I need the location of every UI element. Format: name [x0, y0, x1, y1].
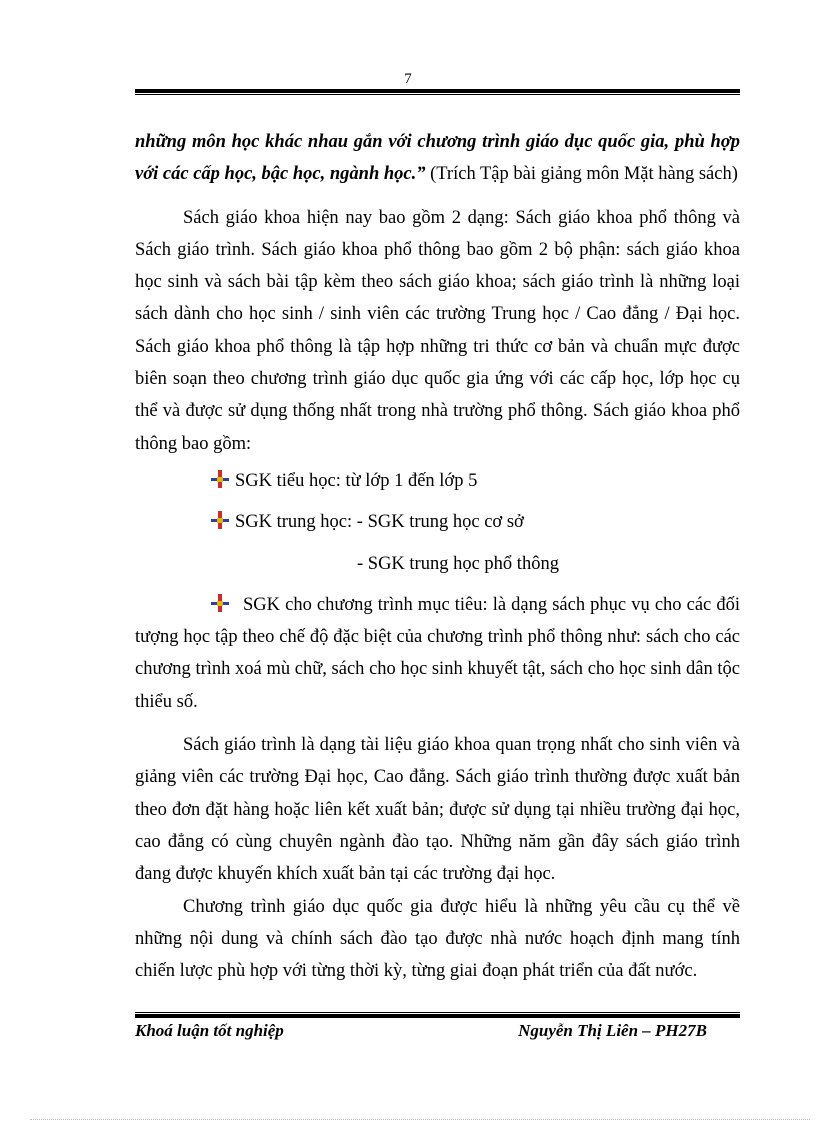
footer-rule-thick: [135, 1014, 740, 1018]
quote-citation: (Trích Tập bài giảng môn Mặt hàng sách): [425, 164, 738, 185]
page-footer: [135, 1021, 740, 1041]
bullet-text: SGK cho chương trình mục tiêu: là dạng sách phục vụ cho các đối tượng học tập theo chế độ đặc biệt của chương trình phổ thông như: sách cho các chương trình xoá mù chữ, sách cho học sinh khuyết tật, sách cho học sinh dân tộc thiểu số.: [135, 594, 740, 712]
bullet-subitem-high-school: - SGK trung học phổ thông: [357, 553, 559, 574]
paragraph-textbook-types: Sách giáo khoa hiện nay bao gồm 2 dạng: Sách giáo khoa phổ thông và Sách giáo trình. Sách giáo khoa phổ thông bao gồm 2 bộ phận: sách giáo khoa học sinh và sách bài tập kèm theo sách giáo khoa; sách giáo trình là những loại sách dành cho học sinh / sinh viên các trường Trung học / Cao đẳng / Đại học. Sách giáo khoa phổ thông là tập hợp những tri thức cơ bản và chuẩn mực được biên soạn theo chương trình giáo dục quốc gia ứng với các cấp học, lớp học cụ thể và được sử dụng thống nhất trong nhà trường phổ thông. Sách giáo khoa phổ thông bao gồm:: [135, 207, 740, 454]
plus-bullet-icon: [211, 511, 229, 529]
paragraph-national-curriculum: Chương trình giáo dục quốc gia được hiểu là những yêu cầu cụ thể về những nội dung và chính sách đào tạo được nhà nước hoạch định mang tính chiến lược phù hợp với từng thời kỳ, từng giai đoạn phát triển của đất nước.: [135, 896, 740, 982]
bullet-text: SGK trung học: - SGK trung học cơ sở: [235, 512, 524, 533]
plus-bullet-icon: [211, 470, 229, 488]
page-number: 7: [404, 71, 412, 87]
bullet-item-primary: [135, 465, 740, 497]
quote-text: những môn học khác nhau gắn với chương trình giáo dục quốc gia, phù hợp với các cấp học, bậc học, ngành học.”: [135, 132, 740, 185]
header-rule-thick: [135, 89, 740, 93]
plus-bullet-icon: [211, 594, 229, 612]
paragraph-textbook-university: Sách giáo trình là dạng tài liệu giáo khoa quan trọng nhất cho sinh viên và giảng viên các trường Đại học, Cao đẳng. Sách giáo trình thường được xuất bản theo đơn đặt hàng hoặc liên kết xuất bản; được sử dụng tại nhiều trường đại học, cao đẳng có cùng chuyên ngành đào tạo. Những năm gần đây sách giáo trình đang được khuyến khích xuất bản tại các trường đại học.: [135, 735, 740, 885]
footer-rule-thin: [135, 1012, 740, 1013]
header-rule-thin: [135, 94, 740, 95]
bullet-item-secondary: [135, 506, 740, 538]
bullet-text: SGK tiểu học: từ lớp 1 đến lớp 5: [235, 470, 478, 491]
paragraph-quote-continuation: [135, 126, 740, 191]
footer-right: Nguyễn Thị Liên – PH27B: [518, 1021, 707, 1040]
page-bottom-border: [30, 1119, 810, 1120]
footer-left: Khoá luận tốt nghiệp: [135, 1021, 284, 1040]
bullet-item-target-program: [135, 589, 740, 718]
document-body: [135, 126, 740, 987]
